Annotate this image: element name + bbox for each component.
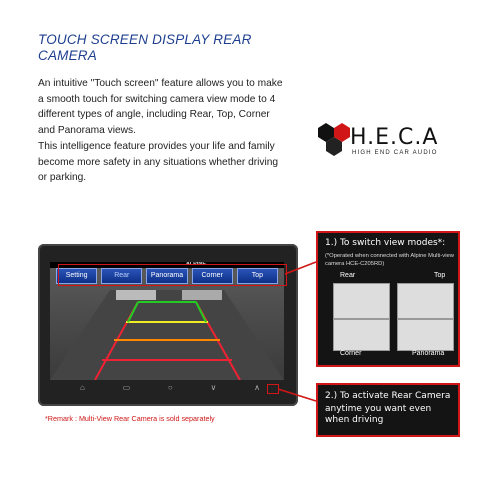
- label-rear: Rear: [340, 272, 356, 279]
- tab-top[interactable]: Top: [237, 268, 278, 284]
- rear-camera-callout: [316, 383, 460, 437]
- brand-label: ALPINE: [185, 262, 206, 267]
- panorama-view-thumb: [397, 319, 454, 351]
- page-title: TOUCH SCREEN DISPLAY REAR CAMERA: [38, 32, 252, 63]
- tab-rear[interactable]: Rear: [101, 268, 142, 284]
- menu-key-icon[interactable]: ○: [167, 383, 173, 392]
- logo-text: H.E.C.A: [350, 125, 439, 150]
- tab-setting[interactable]: Setting: [56, 268, 97, 284]
- camera-button-highlight[interactable]: [267, 384, 279, 394]
- corner-view-thumb: [333, 319, 390, 351]
- up-key-icon[interactable]: ∧: [254, 383, 260, 392]
- soft-keys: [80, 383, 260, 393]
- callout-2-heading: 2.) To activate Rear Camera: [325, 391, 451, 401]
- top-view-thumb: [397, 283, 454, 319]
- view-mode-callout: [316, 231, 460, 367]
- tab-corner[interactable]: Corner: [192, 268, 233, 284]
- label-corner: Corner: [340, 350, 362, 357]
- callout-1-heading: 1.) To switch view modes*:: [325, 238, 446, 248]
- callout-2-body: anytime you want even when driving: [325, 404, 432, 425]
- logo-subtitle: HIGH END CAR AUDIO: [352, 150, 438, 156]
- tabs-highlight: [58, 264, 287, 286]
- safety-paragraph: This intelligence feature provides your life and family become more safety in any situations whether driving or parking.: [38, 141, 279, 183]
- label-top: Top: [434, 272, 446, 279]
- callout-1-note: (*Operated when connected with Alpine Multi-view camera HCE-C205RD): [325, 253, 454, 267]
- rear-view-thumb: [333, 283, 390, 319]
- back-key-icon[interactable]: ▭: [122, 383, 131, 392]
- tab-panorama[interactable]: Panorama: [146, 268, 187, 284]
- intro-paragraph: An intuitive "Touch screen" feature allows you to make a smooth touch for switching camera view mode to 4 different types of angle, including Rear, Top, Corner and Panorama views.: [38, 78, 283, 136]
- down-key-icon[interactable]: ∨: [210, 383, 217, 392]
- home-key-icon[interactable]: ⌂: [80, 383, 85, 392]
- remark-note: *Remark : Multi-View Rear Camera is sold separately: [45, 414, 215, 423]
- label-panorama: Panorama: [412, 350, 445, 357]
